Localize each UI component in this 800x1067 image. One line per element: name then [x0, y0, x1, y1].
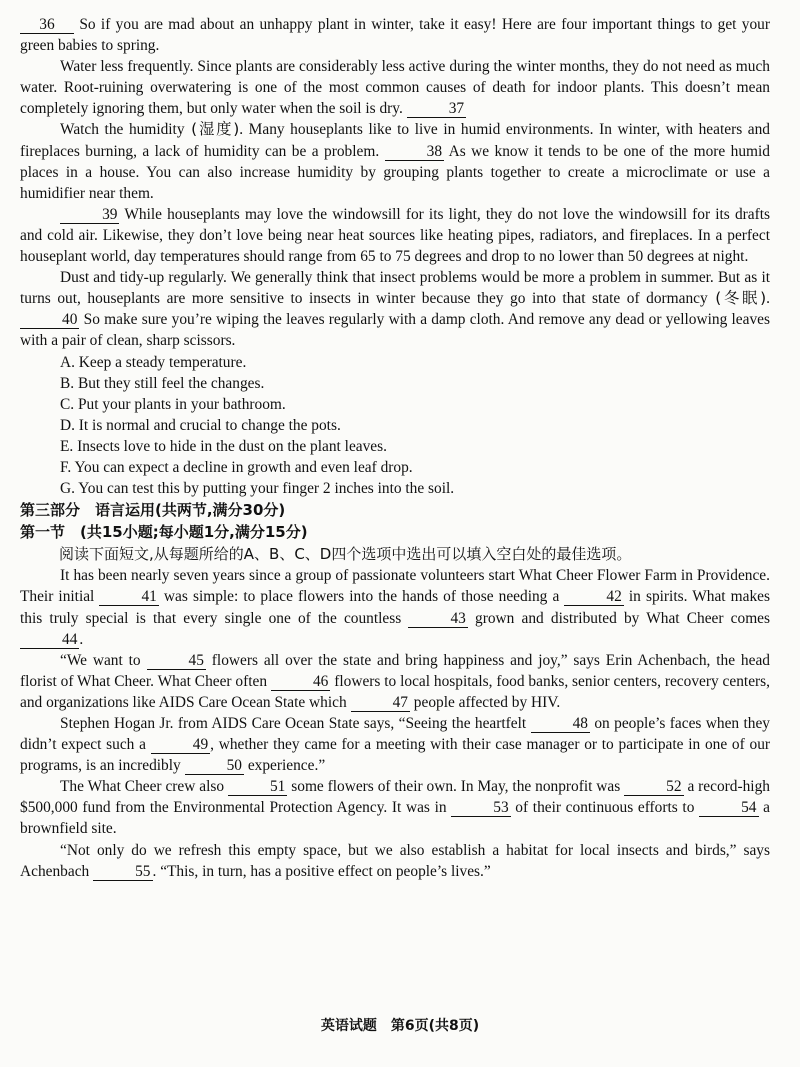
cloze-paragraph-4 [20, 776, 770, 839]
blank-41: 41 [99, 589, 158, 606]
cloze-paragraph-1 [20, 565, 770, 649]
cloze-text: flowers all over the state and bring happiness and joy,” says Erin Achenbach, the head florist of What Cheer. What Cheer often [20, 651, 770, 690]
blank-52: 52 [624, 779, 683, 796]
blank-45: 45 [147, 653, 206, 670]
blank-39: 39 [60, 207, 119, 224]
cloze-text: . “This, in turn, has a positive effect on people’s lives.” [152, 862, 491, 880]
cloze-text: flowers to local hospitals, food banks, senior centers, recovery centers, and organizations like AIDS Care Ocean State which [20, 672, 770, 711]
paragraph-humidity [20, 119, 770, 203]
intro-text: So if you are mad about an unhappy plant in winter, take it easy! Here are four important things to get your green babies to spring. [20, 16, 770, 55]
blank-42: 42 [564, 589, 623, 606]
humid-text-2: . Many houseplants like to live in humid environments. In winter, with heaters and fireplaces burning, a lack of humidity can be a problem. [20, 121, 770, 160]
blank-37: 37 [407, 101, 466, 118]
cloze-text: “Not only do we refresh this empty space, but we also establish a habitat for local insects and birds,” says Achenbach [20, 841, 770, 880]
paragraph-intro [20, 14, 770, 56]
cloze-text: was simple: to place flowers into the hands of those needing a [158, 588, 565, 606]
blank-46: 46 [271, 674, 330, 691]
blank-49: 49 [151, 737, 210, 754]
humid-cn-gloss: (湿度) [184, 120, 240, 139]
option-c: C. Put your plants in your bathroom. [60, 395, 286, 413]
options-list [20, 352, 770, 500]
blank-55: 55 [93, 864, 152, 881]
cloze-text: in spirits. What makes this truly special is that every single one of the countless [20, 588, 770, 627]
paragraph-water [20, 56, 770, 119]
cloze-text: experience.” [243, 757, 326, 775]
blank-53: 53 [451, 800, 510, 817]
cloze-text: on people’s faces when they didn’t expect such a [20, 715, 770, 754]
cloze-text: a record-high $500,000 fund from the Environmental Protection Agency. It was in [20, 778, 770, 817]
cloze-text: of their continuous efforts to [510, 799, 700, 817]
blank-48: 48 [531, 716, 590, 733]
option-b: B. But they still feel the changes. [60, 374, 265, 392]
dust-cn-gloss: (冬眠) [707, 289, 767, 308]
blank-54: 54 [699, 800, 758, 817]
cloze-paragraph-5 [20, 840, 770, 882]
water-text: Water less frequently. Since plants are considerably less active during the winter months, they do not need as much water. Root-ruining overwatering is one of the most common causes of death for indoor plants. This doesn’t mean completely ignoring them, but only water when the soil is dry. [20, 58, 770, 118]
option-f: F. You can expect a decline in growth and even leaf drop. [60, 458, 413, 476]
subsection-heading: 第一节 (共15小题;每小题1分,满分15分) [20, 523, 308, 542]
option-a: A. Keep a steady temperature. [60, 353, 247, 371]
paragraph-dust [20, 267, 770, 351]
temp-text: While houseplants may love the windowsill for its light, they do not love the windowsill for its drafts and cold air. Likewise, they don’t love being near heat sources like heating pipes, radiators, and fireplaces. In a perfect houseplant world, day temperatures should range from 65 to 75 degrees and drop to no lower than 50 degrees at night. [20, 205, 770, 266]
cloze-paragraph-2 [20, 650, 770, 713]
blank-43: 43 [408, 611, 467, 628]
option-d: D. It is normal and crucial to change the pots. [60, 416, 341, 434]
blank-40: 40 [20, 312, 79, 329]
directions-text: 阅读下面短文,从每题所给的A、B、C、D四个选项中选出可以填入空白处的最佳选项。 [59, 545, 632, 564]
page-footer: 英语试题 第6页(共8页) [320, 1018, 480, 1034]
blank-47: 47 [351, 695, 410, 712]
blank-50: 50 [185, 758, 244, 775]
cloze-text: It has been nearly seven years since a group of passionate volunteers start What Cheer Flower Farm in Providence. Their initial [20, 567, 770, 606]
cloze-text: “We want to [60, 651, 147, 669]
cloze-text: . [79, 630, 84, 648]
section-heading: 第三部分 语言运用(共两节,满分30分) [20, 501, 286, 520]
dust-text-3: So make sure you’re wiping the leaves regularly with a damp cloth. And remove any dead or yellowing leaves with a pair of clean, sharp scissors. [20, 311, 770, 350]
humid-text-3: As we know it tends to be one of the more humid places in a house. You can also increase humidity by grouping plants together to create a microclimate or use a humidifier near them. [20, 142, 770, 202]
cloze-text: a brownfield site. [20, 799, 770, 838]
dust-text-2: . [766, 290, 770, 308]
blank-44: 44 [20, 632, 79, 649]
cloze-paragraph-3 [20, 713, 770, 776]
paragraph-temperature [20, 204, 770, 267]
dust-text-1: Dust and tidy-up regularly. We generally think that insect problems would be more a problem in summer. But as it turns out, houseplants are more sensitive to insects in winter because they go into that state of dormancy [20, 269, 770, 308]
cloze-text: The What Cheer crew also [60, 778, 228, 796]
humid-text-1: Watch the humidity [60, 121, 185, 139]
cloze-text: some flowers of their own. In May, the nonprofit was [287, 778, 625, 796]
cloze-text: , whether they came for a meeting with their case manager or to participate in one of our programs, is an incredibly [20, 736, 771, 775]
option-e: E. Insects love to hide in the dust on the plant leaves. [60, 437, 387, 455]
blank-51: 51 [228, 779, 287, 796]
blank-38: 38 [385, 144, 444, 161]
cloze-text: grown and distributed by What Cheer comes [467, 609, 770, 627]
option-g: G. You can test this by putting your finger 2 inches into the soil. [60, 480, 455, 498]
cloze-text: people affected by HIV. [409, 693, 561, 711]
cloze-text: Stephen Hogan Jr. from AIDS Care Ocean State says, “Seeing the heartfelt [60, 715, 531, 732]
blank-36: 36 [20, 17, 74, 34]
